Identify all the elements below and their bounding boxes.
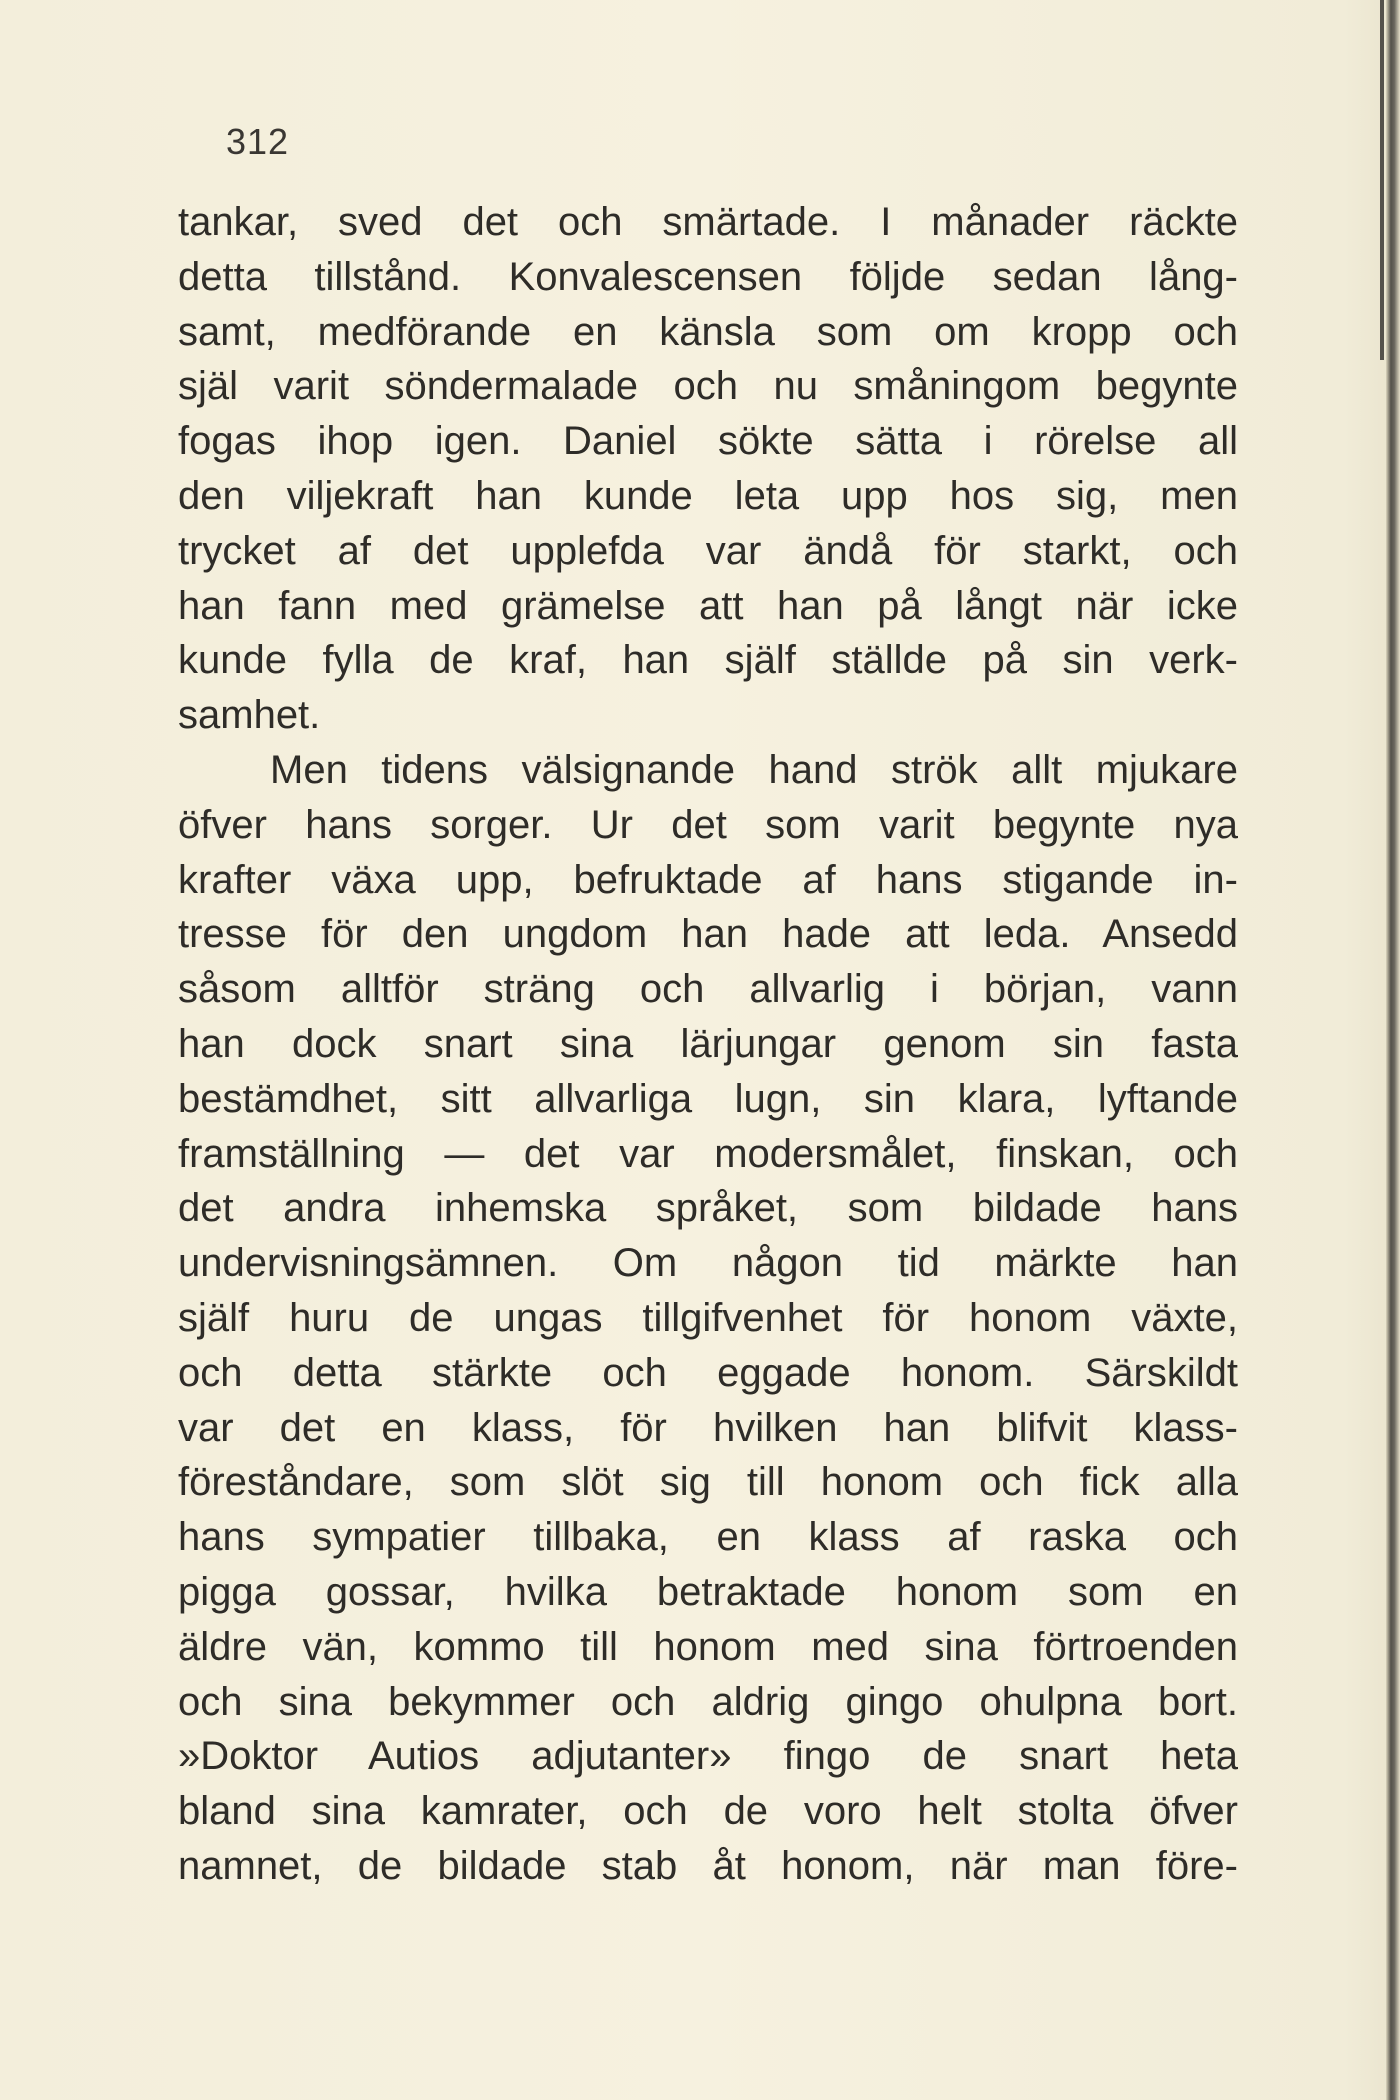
- text-line: han dock snart sina lärjungar genom sin fasta: [178, 1021, 1238, 1066]
- text-line: fogas ihop igen. Daniel sökte sätta i rörelse all: [178, 419, 1238, 464]
- text-line: framställning — det var modersmålet, finskan, och: [178, 1131, 1238, 1176]
- text-line: var det en klass, för hvilken han blifvit klass-: [178, 1405, 1238, 1450]
- text-line: själ varit söndermalade och nu småningom begynte: [178, 364, 1238, 409]
- text-line: han fann med grämelse att han på långt när icke: [178, 583, 1238, 628]
- text-line-paragraph-end: samhet.: [178, 693, 321, 738]
- text-line: »Doktor Autios adjutanter» fingo de snart heta: [178, 1734, 1238, 1779]
- text-line: detta tillstånd. Konvalescensen följde sedan lång-: [178, 254, 1238, 299]
- page-binding-edge: [1386, 0, 1400, 2100]
- text-line: själf huru de ungas tillgifvenhet för honom växte,: [178, 1295, 1238, 1340]
- text-line: äldre vän, kommo till honom med sina förtroenden: [178, 1624, 1238, 1669]
- text-line: såsom alltför sträng och allvarlig i början, vann: [178, 967, 1238, 1012]
- text-line: bestämdhet, sitt allvarliga lugn, sin klara, lyftande: [178, 1076, 1238, 1121]
- text-line: undervisningsämnen. Om någon tid märkte han: [178, 1241, 1238, 1286]
- text-line: tresse för den ungdom han hade att leda. Ansedd: [178, 912, 1238, 957]
- text-line: och detta stärkte och eggade honom. Särskildt: [178, 1350, 1238, 1395]
- text-line: föreståndare, som slöt sig till honom och fick alla: [178, 1460, 1238, 1505]
- text-line: den viljekraft han kunde leta upp hos sig, men: [178, 473, 1238, 518]
- page-binding-shadow: [1380, 0, 1384, 360]
- text-line-paragraph-start: Men tidens välsignande hand strök allt mjukare: [270, 747, 1238, 792]
- text-line: öfver hans sorger. Ur det som varit begynte nya: [178, 802, 1238, 847]
- text-line: hans sympatier tillbaka, en klass af raska och: [178, 1515, 1238, 1560]
- body-text: [178, 195, 1238, 1894]
- text-line: tankar, sved det och smärtade. I månader räckte: [178, 200, 1238, 244]
- text-line: pigga gossar, hvilka betraktade honom som en: [178, 1569, 1238, 1614]
- text-line: bland sina kamrater, och de voro helt stolta öfver: [178, 1789, 1238, 1834]
- text-line: det andra inhemska språket, som bildade hans: [178, 1186, 1238, 1231]
- text-line: samt, medförande en känsla som om kropp och: [178, 309, 1238, 354]
- text-line: krafter växa upp, befruktade af hans stigande in-: [178, 857, 1238, 902]
- text-line: namnet, de bildade stab åt honom, när man före-: [178, 1843, 1238, 1888]
- text-line: och sina bekymmer och aldrig gingo ohulpna bort.: [178, 1679, 1238, 1724]
- page-number: 312: [226, 121, 290, 162]
- text-line: kunde fylla de kraf, han själf ställde på sin verk-: [178, 638, 1238, 683]
- text-line: trycket af det upplefda var ändå för starkt, och: [178, 528, 1238, 573]
